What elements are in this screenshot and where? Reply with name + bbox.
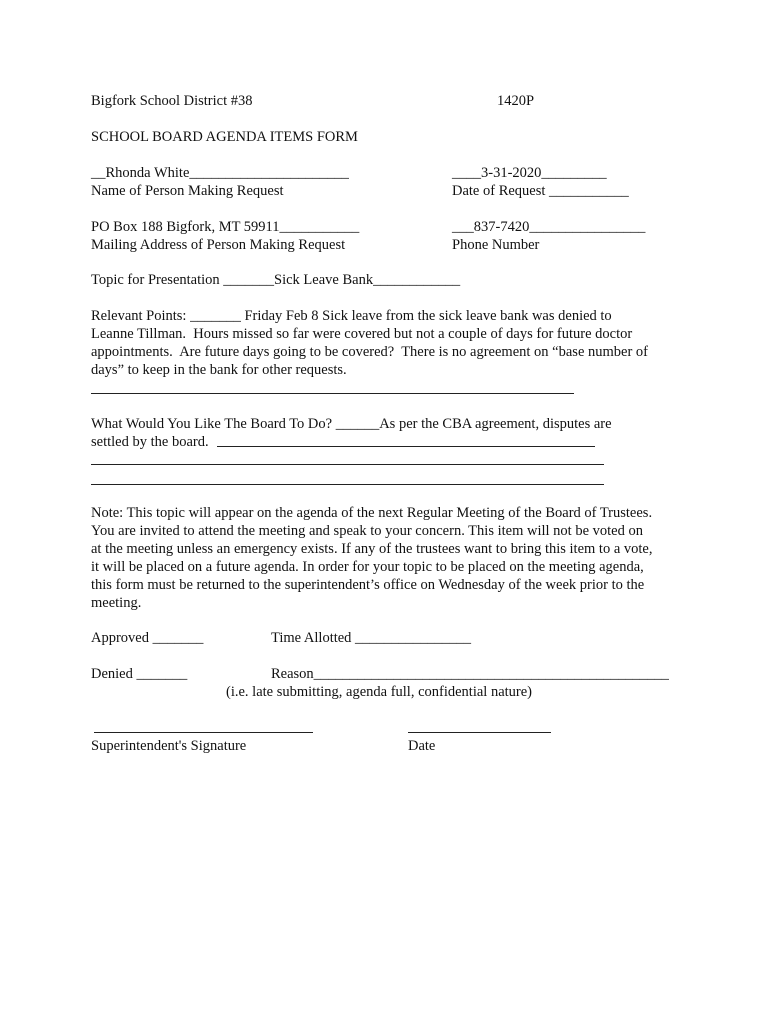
reason-hint: (i.e. late submitting, agenda full, confidential nature) [226, 684, 533, 700]
relevant-points-line-4[interactable]: days” to keep in the bank for other requests. [91, 362, 347, 378]
signature-date-line[interactable] [408, 732, 551, 733]
note-line-2: You are invited to attend the meeting and speak to your concern. This item will not be voted on [91, 523, 643, 539]
mailing-address-field[interactable]: PO Box 188 Bigfork, MT 59911___________ [91, 219, 360, 235]
note-line-5: this form must be returned to the superintendent’s office on Wednesday of the week prior to the [91, 577, 645, 593]
signature-label: Superintendent's Signature [91, 738, 247, 754]
requester-name-label: Name of Person Making Request [91, 183, 284, 199]
signature-date-label: Date [408, 738, 436, 754]
signature-line[interactable] [94, 732, 313, 733]
board-action-line-1[interactable]: What Would You Like The Board To Do? ______As per the CBA agreement, disputes are [91, 416, 612, 432]
note-line-6: meeting. [91, 595, 142, 611]
phone-number-field[interactable]: ___837-7420________________ [452, 219, 646, 235]
board-action-blank-line-1[interactable] [217, 446, 595, 447]
phone-number-label: Phone Number [452, 237, 540, 253]
mailing-address-label: Mailing Address of Person Making Request [91, 237, 346, 253]
requester-name-field[interactable]: __Rhonda White______________________ [91, 165, 349, 181]
policy-code: 1420P [497, 93, 535, 109]
approved-field[interactable]: Approved _______ [91, 630, 204, 646]
note-line-3: at the meeting unless an emergency exists. If any of the trustees want to bring this item to a vote, [91, 541, 653, 557]
note-line-4: it will be placed on a future agenda. In order for your topic to be placed on the meeting agenda, [91, 559, 644, 575]
district-name: Bigfork School District #38 [91, 93, 253, 109]
topic-line[interactable]: Topic for Presentation _______Sick Leave Bank____________ [91, 272, 461, 288]
board-action-blank-line-3[interactable] [91, 484, 604, 485]
denied-field[interactable]: Denied _______ [91, 666, 188, 682]
relevant-points-blank-line[interactable] [91, 393, 574, 394]
request-date-field[interactable]: ____3-31-2020_________ [452, 165, 607, 181]
board-action-line-2[interactable]: settled by the board. [91, 434, 209, 450]
form-title: SCHOOL BOARD AGENDA ITEMS FORM [91, 129, 358, 145]
time-allotted-field[interactable]: Time Allotted ________________ [271, 630, 472, 646]
reason-field[interactable]: Reason_________________________________________________ [271, 666, 669, 682]
request-date-label: Date of Request ___________ [452, 183, 629, 199]
relevant-points-line-2[interactable]: Leanne Tillman. Hours missed so far were covered but not a couple of days for future doctor [91, 326, 633, 342]
board-action-blank-line-2[interactable] [91, 464, 604, 465]
relevant-points-line-1[interactable]: Relevant Points: _______ Friday Feb 8 Sick leave from the sick leave bank was denied to [91, 308, 612, 324]
note-line-1: Note: This topic will appear on the agenda of the next Regular Meeting of the Board of Trustees. [91, 505, 653, 521]
relevant-points-line-3[interactable]: appointments. Are future days going to be covered? There is no agreement on “base number of [91, 344, 648, 360]
